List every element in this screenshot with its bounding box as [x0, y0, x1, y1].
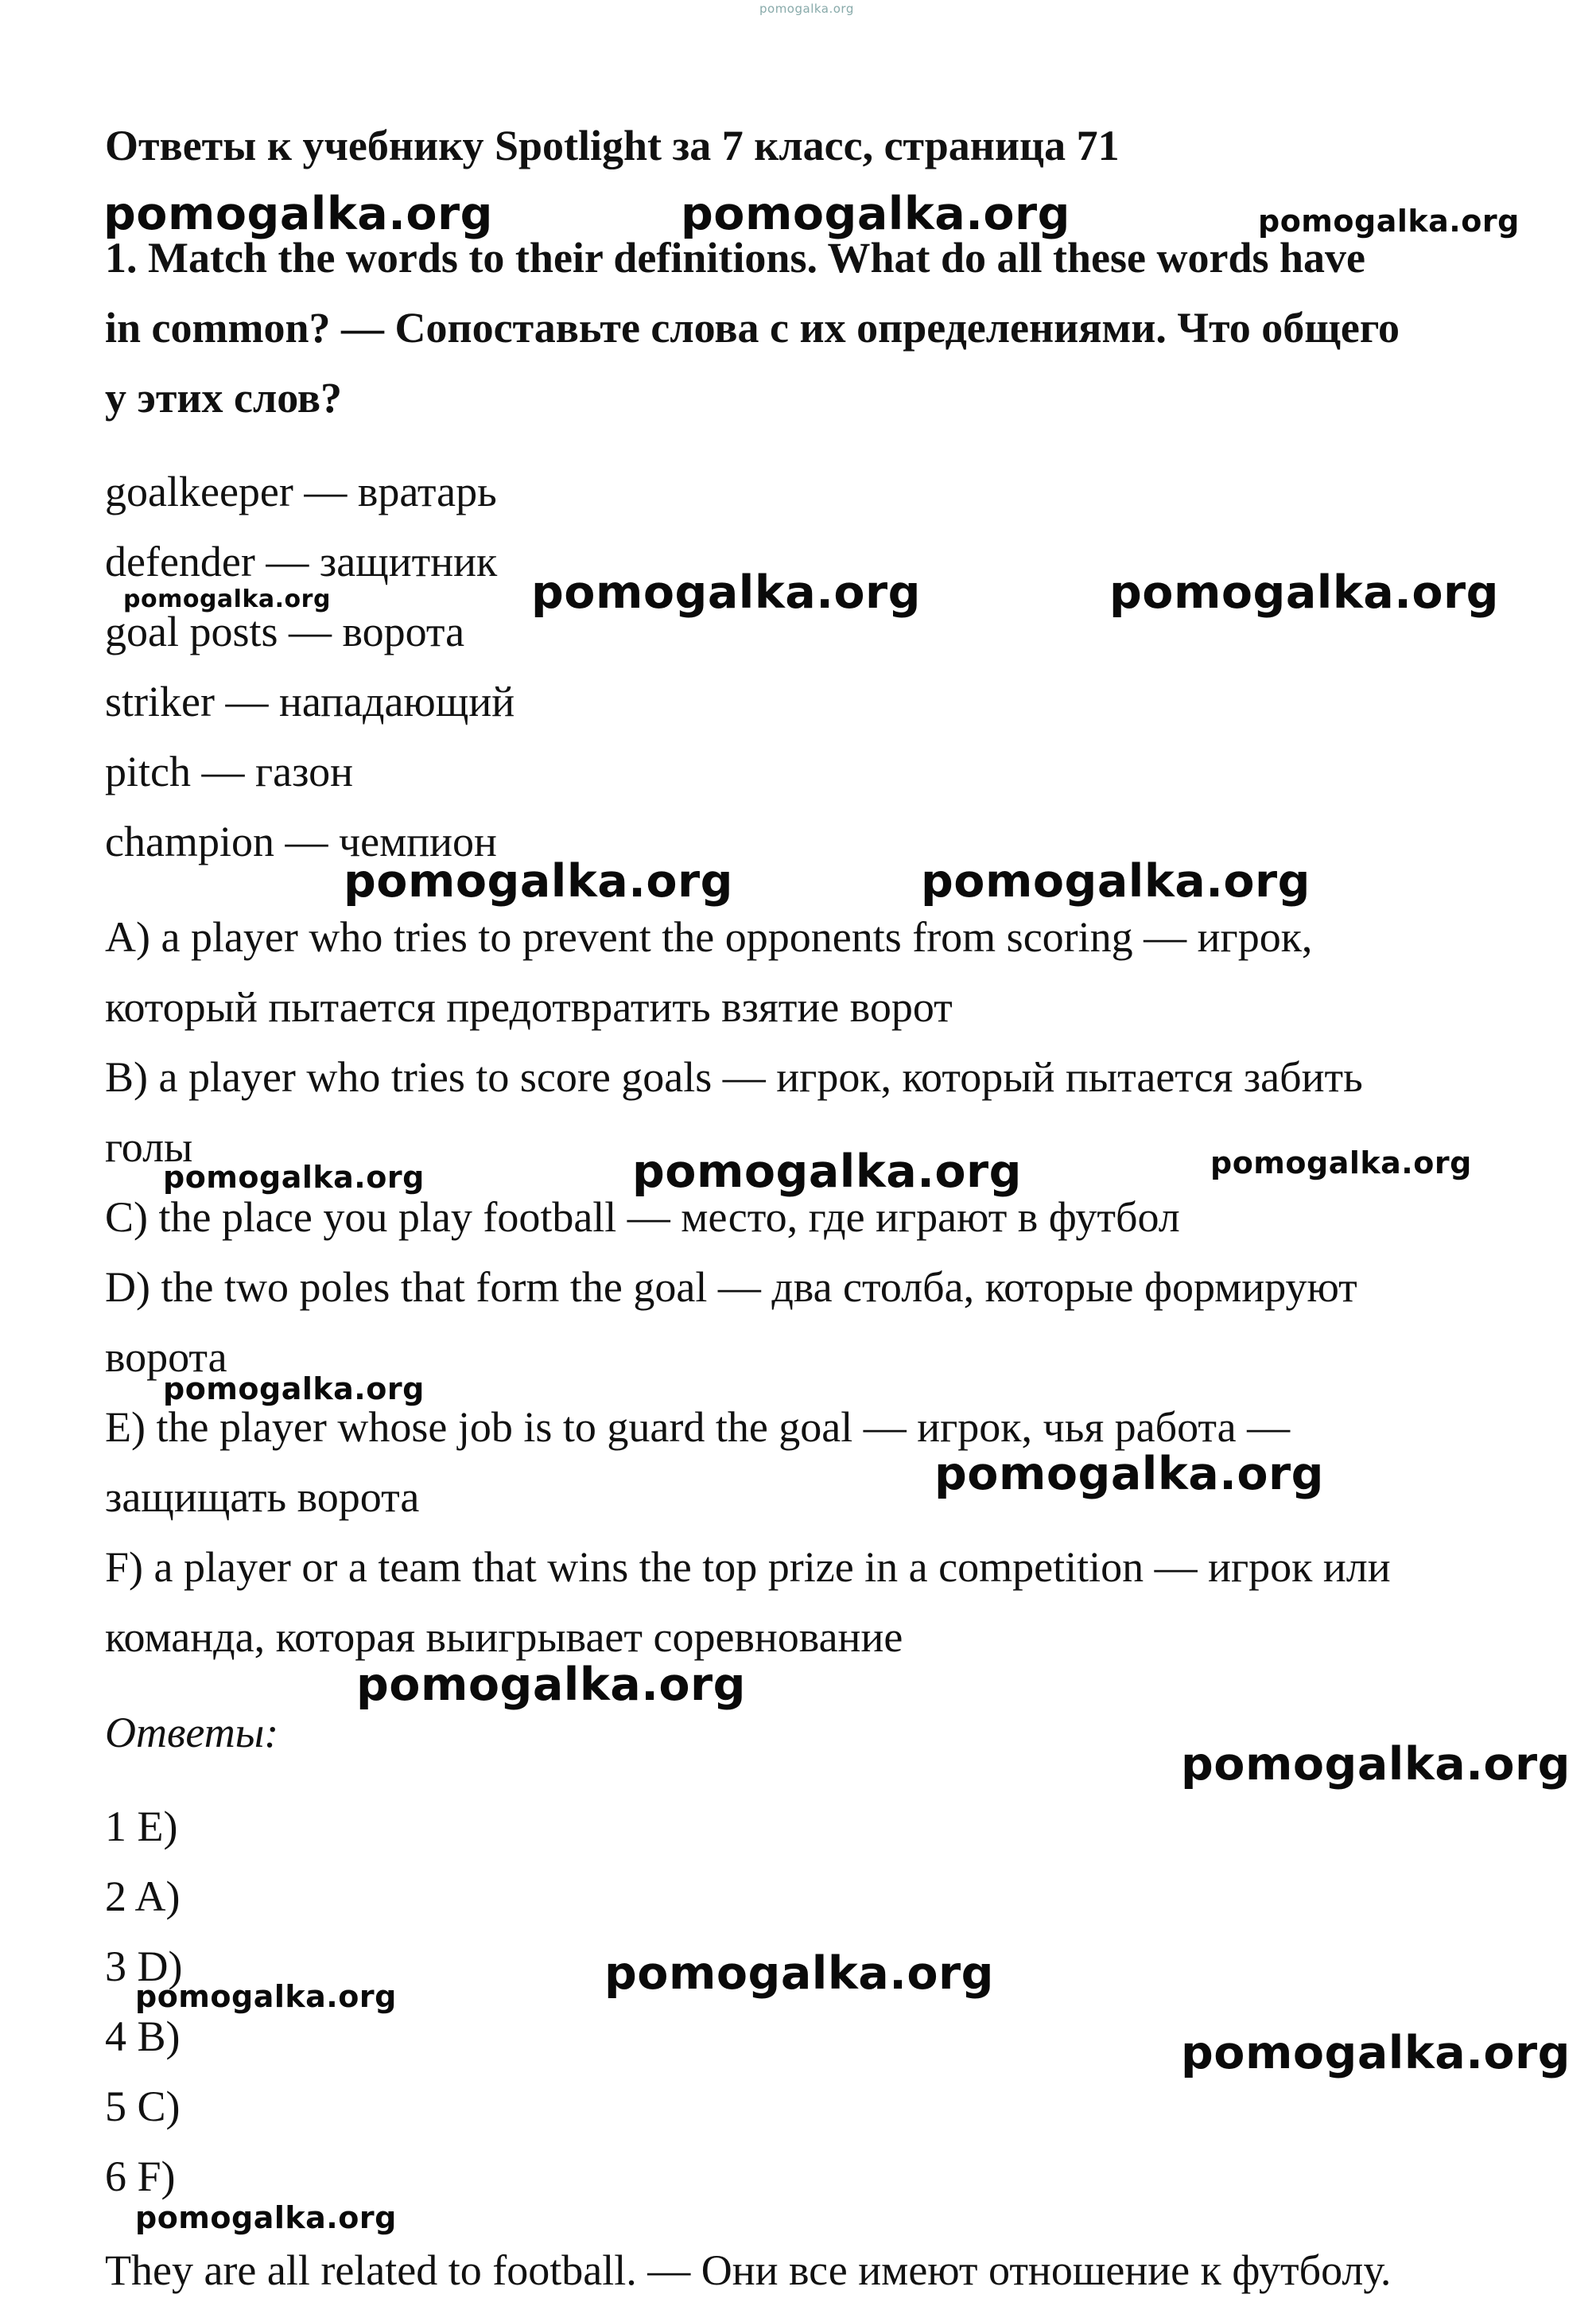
word-item: goalkeeper — вратарь [105, 468, 497, 515]
definition-c-line-1: C) the place you play football — место, где играют в футбол [105, 1193, 1180, 1241]
watermark: pomogalka.org [356, 1659, 746, 1711]
word-item: defender — защитник [105, 538, 498, 585]
answer-item: 1 E) [105, 1802, 178, 1850]
watermark: pomogalka.org [1181, 2027, 1571, 2079]
watermark: pomogalka.org [681, 188, 1070, 240]
answer-item: 5 C) [105, 2082, 181, 2130]
answers-heading: Ответы: [105, 1709, 279, 1756]
definition-a-line-1: A) a player who tries to prevent the opponents from scoring — игрок, [105, 913, 1313, 961]
watermark: pomogalka.org [604, 1947, 994, 2000]
word-item: goal posts — ворота [105, 608, 465, 655]
watermark: pomogalka.org [921, 855, 1311, 908]
answer-item: 3 D) [105, 1942, 183, 1990]
answer-item: 2 A) [105, 1872, 181, 1920]
task-heading-line-2: in common? — Сопоставьте слова с их определениями. Что общего [105, 304, 1400, 352]
definition-d-line-1: D) the two poles that form the goal — два столба, которые формируют [105, 1263, 1357, 1311]
task-heading-line-1: 1. Match the words to their definitions. What do all these words have [105, 234, 1366, 282]
page-title: Ответы к учебнику Spotlight за 7 класс, страница 71 [105, 122, 1120, 169]
watermark: pomogalka.org [1258, 204, 1520, 239]
word-item: striker — нападающий [105, 678, 515, 725]
top-watermark: pomogalka.org [759, 2, 854, 16]
task-heading-line-3: у этих слов? [105, 374, 343, 422]
conclusion-text: They are all related to football. — Они все имеют отношение к футболу. [105, 2246, 1392, 2294]
word-item: pitch — газон [105, 748, 354, 795]
watermark: pomogalka.org [163, 1160, 425, 1195]
watermark: pomogalka.org [632, 1145, 1022, 1198]
definition-e-line-1: E) the player whose job is to guard the goal — игрок, чья работа — [105, 1403, 1291, 1451]
definition-e-line-2: защищать ворота [105, 1473, 420, 1521]
watermark: pomogalka.org [934, 1448, 1324, 1500]
word-item: champion — чемпион [105, 818, 497, 865]
definition-f-line-1: F) a player or a team that wins the top prize in a competition — игрок или [105, 1543, 1391, 1591]
watermark: pomogalka.org [135, 2200, 397, 2235]
answer-item: 4 B) [105, 2012, 181, 2060]
definition-d-line-2: ворота [105, 1333, 227, 1381]
watermark: pomogalka.org [1109, 566, 1499, 619]
watermark: pomogalka.org [344, 855, 733, 908]
definition-f-line-2: команда, которая выигрывает соревнование [105, 1613, 903, 1661]
watermark: pomogalka.org [123, 585, 331, 613]
answer-item: 6 F) [105, 2152, 176, 2200]
definition-b-line-2: голы [105, 1123, 193, 1171]
definition-a-line-2: который пытается предотвратить взятие ворот [105, 983, 953, 1031]
watermark: pomogalka.org [163, 1371, 425, 1406]
watermark: pomogalka.org [1181, 1738, 1571, 1791]
definition-b-line-1: B) a player who tries to score goals — игрок, который пытается забить [105, 1053, 1363, 1101]
watermark: pomogalka.org [531, 566, 921, 619]
watermark: pomogalka.org [1210, 1145, 1472, 1180]
watermark: pomogalka.org [135, 1979, 397, 2014]
watermark: pomogalka.org [103, 188, 493, 240]
